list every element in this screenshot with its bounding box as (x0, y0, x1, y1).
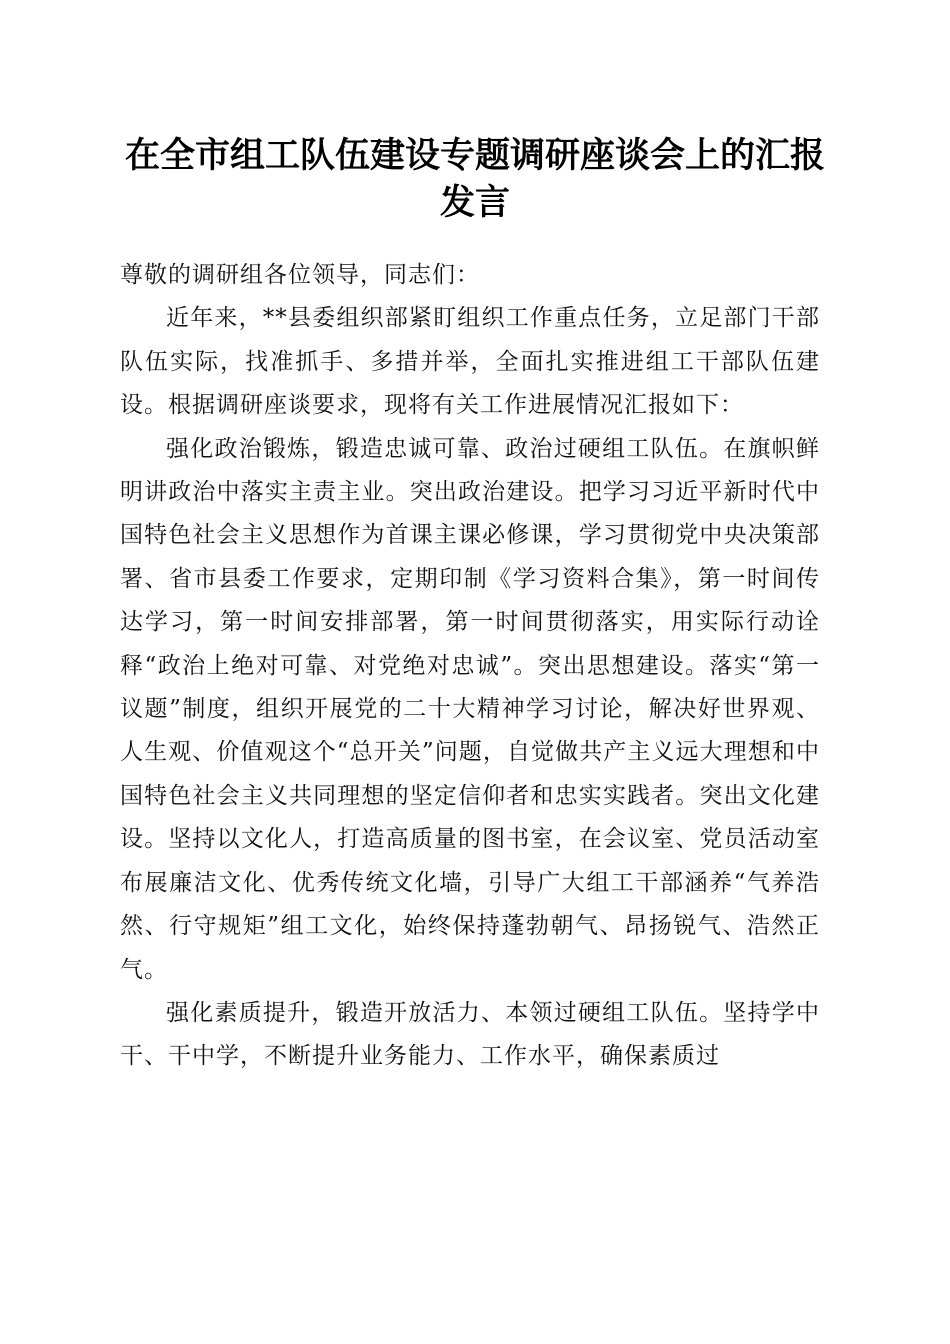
document-title (110, 132, 840, 226)
title-line-2: 发言 (439, 182, 510, 223)
paragraph-quality: 强化素质提升，锻造开放活力、本领过硬组工队伍。坚持学中干、干中学，不断提升业务能力、工作水平，确保素质过 (120, 999, 820, 1070)
paragraph-political: 强化政治锻炼，锻造忠诚可靠、政治过硬组工队伍。在旗帜鲜明讲政治中落实主责主业。突出政治建设。把学习习近平新时代中国特色社会主义思想作为首课主课必修课，学习贯彻党中央决策部署、省市县委工作要求，定期印制《学习资料合集》，第一时间传达学习，第一时间安排部署，第一时间贯彻落实，用实际行动诠释“政治上绝对可靠、对党绝对忠诚”。突出思想建设。落实“第一议题”制度，组织开展党的二十大精神学习讨论，解决好世界观、人生观、价值观这个“总开关”问题，自觉做共产主义远大理想和中国特色社会主义共同理想的坚定信仰者和忠实实践者。突出文化建设。坚持以文化人，打造高质量的图书室，在会议室、党员活动室布展廉洁文化、优秀传统文化墙，引导广大组工干部涵养“气养浩然、行守规矩”组工文化，始终保持蓬勃朝气、昂扬锐气、浩然正气。 (120, 435, 820, 983)
document-body (120, 254, 820, 1079)
title-line-1: 在全市组工队伍建设专题调研座谈会上的汇报 (124, 135, 825, 176)
salutation: 尊敬的调研组各位领导，同志们： (120, 262, 480, 288)
paragraph-intro: 近年来，**县委组织部紧盯组织工作重点任务，立足部门干部队伍实际，找准抓手、多措并举，全面扎实推进组工干部队伍建设。根据调研座谈要求，现将有关工作进展情况汇报如下： (120, 305, 820, 419)
